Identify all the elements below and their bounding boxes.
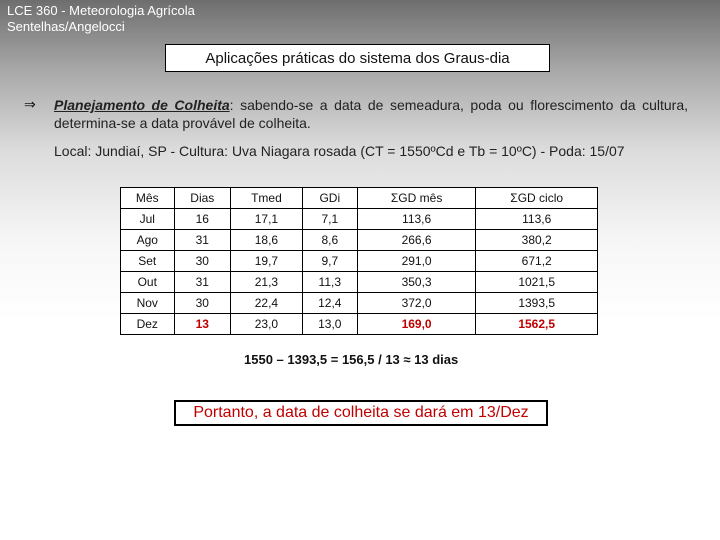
table-cell: 350,3 (357, 272, 476, 293)
table-cell: Ago (121, 230, 175, 251)
table-cell-highlight: 169,0 (357, 314, 476, 335)
slide-title: Aplicações práticas do sistema dos Graus-dia (165, 44, 550, 72)
table-cell: 22,4 (231, 293, 303, 314)
table-cell: Jul (121, 209, 175, 230)
location-info: Local: Jundiaí, SP - Cultura: Uva Niagara rosada (CT = 1550ºCd e Tb = 10ºC) - Poda: 15/07 (54, 143, 625, 159)
column-header: Dias (174, 188, 231, 209)
arrow-bullet-icon: ⇒ (24, 96, 36, 112)
table-cell: 1393,5 (476, 293, 598, 314)
table-cell: 291,0 (357, 251, 476, 272)
table-cell: 17,1 (231, 209, 303, 230)
column-header: ΣGD mês (357, 188, 476, 209)
bullet-paragraph (54, 96, 688, 132)
column-header: Mês (121, 188, 175, 209)
table-header-row (121, 188, 598, 209)
table-row (121, 293, 598, 314)
table-cell: 9,7 (302, 251, 357, 272)
paragraph-text: : sabendo-se a data de semeadura, poda ou florescimento da cultura, determina-se a data provável de colheita. (54, 97, 688, 131)
table-cell: Set (121, 251, 175, 272)
table-cell: Out (121, 272, 175, 293)
paragraph-emphasis: Planejamento de Colheita (54, 97, 230, 113)
table-cell-highlight: 1562,5 (476, 314, 598, 335)
table-row (121, 209, 598, 230)
table-cell: 23,0 (231, 314, 303, 335)
column-header: Tmed (231, 188, 303, 209)
table-cell-highlight: 13 (174, 314, 231, 335)
course-title: LCE 360 - Meteorologia Agrícola (7, 3, 195, 18)
calculation-text: 1550 – 1393,5 = 156,5 / 13 ≈ 13 dias (244, 352, 459, 367)
table-cell: Dez (121, 314, 175, 335)
table-cell: Nov (121, 293, 175, 314)
table-cell: 21,3 (231, 272, 303, 293)
table-cell: 30 (174, 293, 231, 314)
table-cell: 8,6 (302, 230, 357, 251)
table-cell: 31 (174, 272, 231, 293)
table-cell: 7,1 (302, 209, 357, 230)
table-row (121, 272, 598, 293)
slide-header (7, 3, 195, 35)
table-cell: 380,2 (476, 230, 598, 251)
table-row (121, 251, 598, 272)
table-cell: 113,6 (357, 209, 476, 230)
table-cell: 11,3 (302, 272, 357, 293)
table-cell: 1021,5 (476, 272, 598, 293)
table-cell: 18,6 (231, 230, 303, 251)
conclusion-box: Portanto, a data de colheita se dará em 13/Dez (174, 400, 548, 426)
table-cell: 19,7 (231, 251, 303, 272)
column-header: ΣGD ciclo (476, 188, 598, 209)
authors: Sentelhas/Angelocci (7, 19, 125, 34)
table-cell: 12,4 (302, 293, 357, 314)
table-cell: 671,2 (476, 251, 598, 272)
table-cell: 30 (174, 251, 231, 272)
table-cell: 113,6 (476, 209, 598, 230)
table-row (121, 314, 598, 335)
degree-days-table (120, 187, 598, 335)
table-cell: 266,6 (357, 230, 476, 251)
table-cell: 16 (174, 209, 231, 230)
table-cell: 31 (174, 230, 231, 251)
table-cell: 13,0 (302, 314, 357, 335)
table-cell: 372,0 (357, 293, 476, 314)
table-row (121, 230, 598, 251)
column-header: GDi (302, 188, 357, 209)
